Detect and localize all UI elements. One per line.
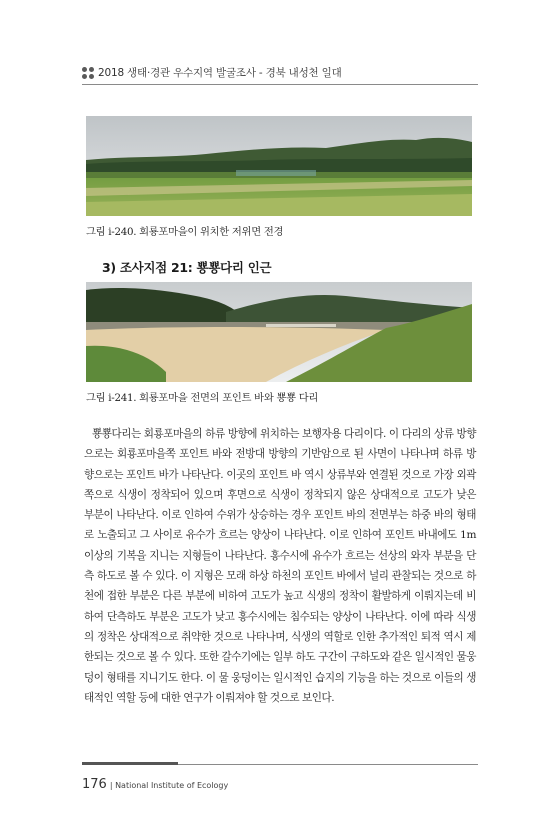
- header-divider: [82, 84, 478, 85]
- figure-photo-village-panorama: [86, 116, 472, 216]
- running-header: [82, 64, 478, 84]
- figure-caption-2: 그림 ⅰ-241. 회룡포마을 전면의 포인트 바와 뿅뿅 다리: [86, 392, 318, 404]
- figure-caption-1: 그림 ⅰ-240. 회룡포마을이 위치한 저위면 전경: [86, 226, 284, 238]
- section-heading: 3) 조사지점 21: 뿅뿅다리 인근: [102, 260, 272, 275]
- page-footer: [82, 773, 228, 792]
- body-text: [84, 424, 476, 708]
- body-paragraph: 뿅뿅다리는 회룡포마을의 하류 방향에 위치하는 보행자용 다리이다. 이 다리의 상류 방향으로는 회룡포마을쪽 포인트 바와 전방대 방향의 기반암으로 된 사면이 나타나며 하류 방향으로는 포인트 바가 나타난다. 이곳의 포인트 바 역시 상류부와 연결된 것으로 가장 외곽 쪽으로 식생이 정착되어 있으며 후면으로 식생이 정착되지 않은 상대적으로 고도가 낮은 부분이 나타난다. 이로 인하여 수위가 상승하는 경우 포인트 바의 전면부는 하중 바의 형태로 노출되고 그 사이로 유수가 흐르는 양상이 나타난다. 이로 인하여 포인트 바내에도 1m 이상의 기복을 지니는 지형들이 나타난다. 홍수시에 유수가 흐르는 선상의 와자 부분을 단측 하도로 볼 수 있다. 이 지형은 모래 하상 하천의 포인트 바에서 널리 관찰되는 것으로 하천에 접한 부분은 다른 부분에 비하여 고도가 높고 식생의 정착이 활발하게 이뤄지는데 비하여 단측하도 부분은 고도가 낮고 홍수시에는 침수되는 양상이 나타난다. 이에 따라 식생의 정착은 상대적으로 취약한 것으로 나타나며, 식생의 역할로 인한 추가적인 퇴적 역시 제한되는 것으로 볼 수 있다. 또한 갈수기에는 일부 하도 구간이 구하도와 같은 일시적인 물웅덩이 형태를 지니기도 한다. 이 물 웅덩이는 일시적인 습지의 기능을 하는 것으로 이들의 생태적인 역할 등에 대한 연구가 이뤄져야 할 것으로 보인다.: [84, 428, 476, 704]
- footer-institute: | National Institute of Ecology: [109, 781, 229, 790]
- footer-divider: [82, 764, 478, 765]
- figure-photo-point-bar: [86, 282, 472, 382]
- header-dots-icon: [82, 67, 94, 79]
- page-number: 176: [82, 777, 107, 792]
- header-title: 2018 생태·경관 우수지역 발굴조사 - 경북 내성천 일대: [98, 67, 342, 79]
